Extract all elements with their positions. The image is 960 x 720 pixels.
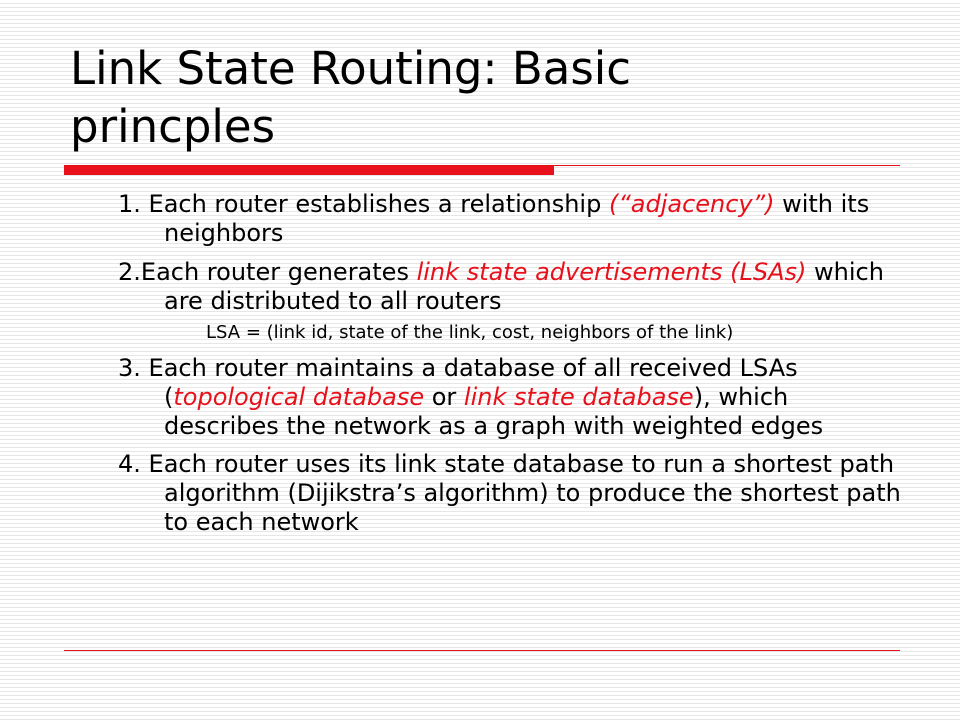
title-underline-thick [64,165,554,175]
slide-title [70,40,900,156]
footer-rule [64,650,900,651]
slide-body [118,190,908,546]
point-3-highlight-topological-database: topological database [173,383,425,411]
lsa-definition: LSA = (link id, state of the link, cost, neighbors of the link) [206,322,734,343]
point-1-text-a: 1. Each router establishes a relationship [118,190,609,218]
point-1-adjacency [118,190,908,248]
point-3-text-a: 3. Each router maintains a database of all received LSAs ( [118,354,798,411]
point-4-shortest-path: 4. Each router uses its link state database to run a shortest path algorithm (Dijikstra’s algorithm) to produce the shortest path to each network [118,450,901,536]
point-3-text-b: or [424,383,464,411]
point-1-highlight-adjacency: (“adjacency”) [608,190,775,218]
point-3-text-c: ), which describes the network as a graph with weighted edges [164,383,824,440]
point-2-highlight-lsa: link state advertisements (LSAs) [416,258,807,286]
slide-title-line-2: princples [70,100,276,153]
point-3-database [118,354,908,441]
point-1-text-b: with its neighbors [164,190,870,247]
point-2-text-a: 2.Each router generates [118,258,417,286]
point-2-text-b: which are distributed to all routers [164,258,884,315]
slide-title-line-1: Link State Routing: Basic [70,42,632,95]
title-underline-thin [554,165,900,166]
point-3-highlight-link-state-database: link state database [463,383,694,411]
point-2-lsa [118,258,908,316]
